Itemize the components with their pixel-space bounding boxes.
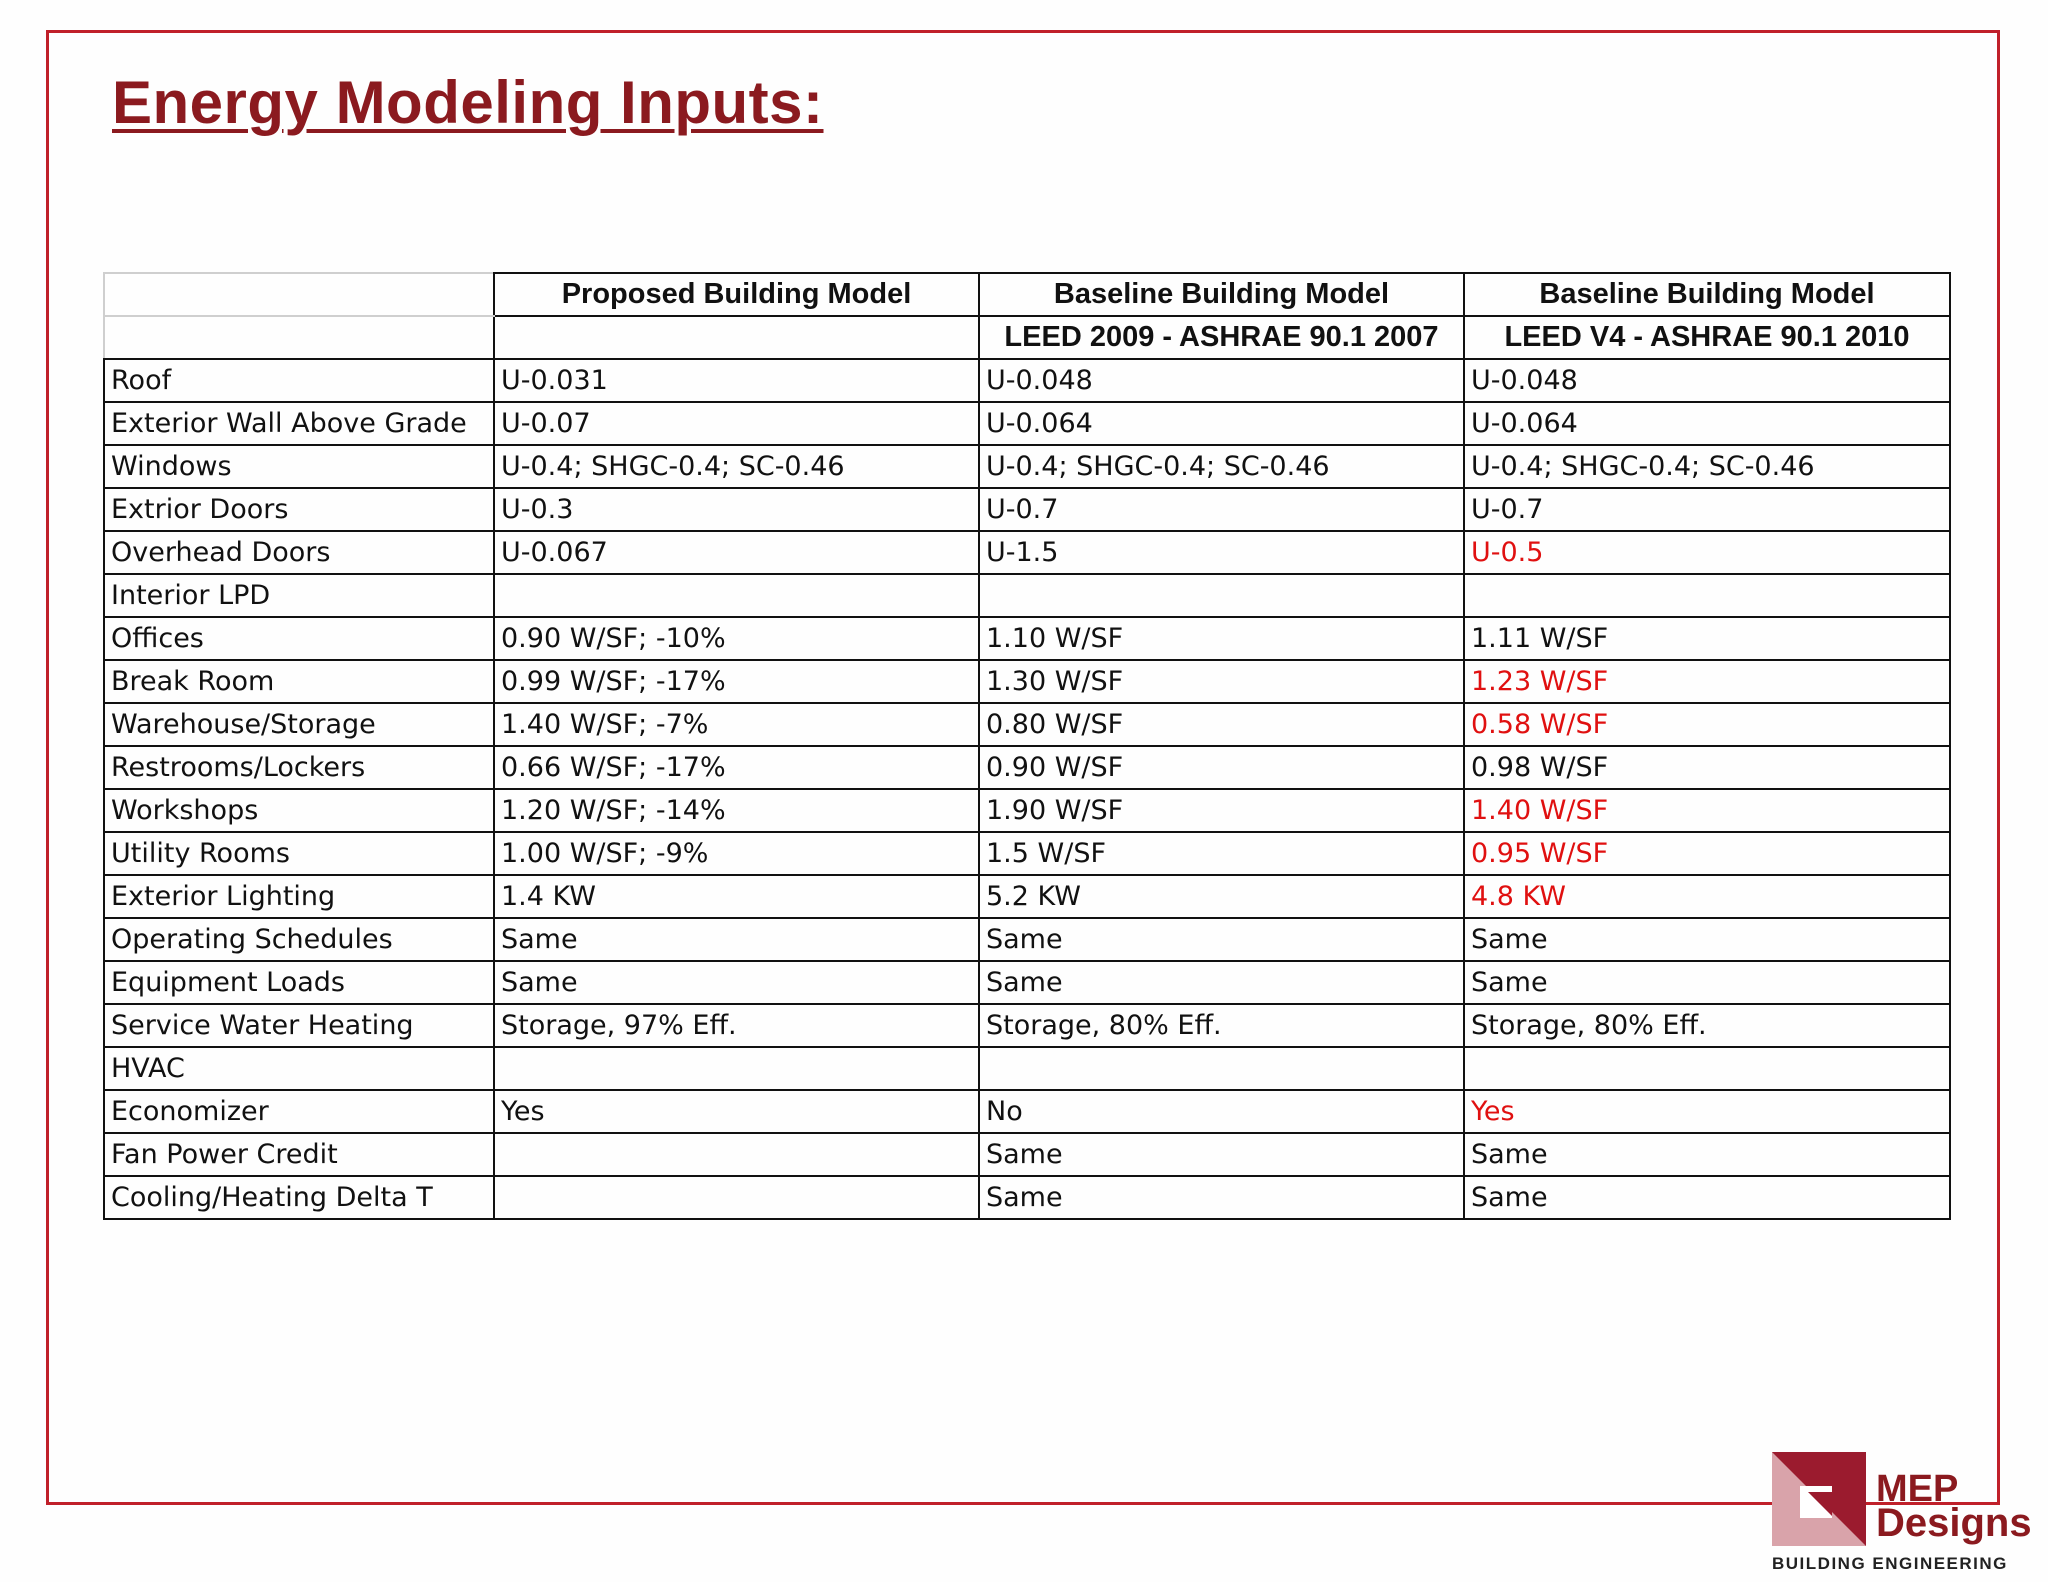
- cell-proposed: U-0.067: [494, 531, 979, 574]
- cell-base2010: Yes: [1464, 1090, 1950, 1133]
- table-row: [104, 1090, 1950, 1133]
- cell-label: Overhead Doors: [104, 531, 494, 574]
- cell-label: Interior LPD: [104, 574, 494, 617]
- cell-base2007: 5.2 KW: [979, 875, 1464, 918]
- subheader-baseline-2010: LEED V4 - ASHRAE 90.1 2010: [1464, 316, 1950, 359]
- cell-base2007: Storage, 80% Eff.: [979, 1004, 1464, 1047]
- table-row: [104, 1047, 1950, 1090]
- cell-base2010: Same: [1464, 918, 1950, 961]
- cell-label: Windows: [104, 445, 494, 488]
- cell-label: Break Room: [104, 660, 494, 703]
- cell-proposed: Same: [494, 961, 979, 1004]
- cell-proposed: 1.00 W/SF; -9%: [494, 832, 979, 875]
- cell-base2007: [979, 574, 1464, 617]
- cell-base2007: [979, 1047, 1464, 1090]
- table-row: [104, 746, 1950, 789]
- cell-label: Service Water Heating: [104, 1004, 494, 1047]
- cell-proposed: Yes: [494, 1090, 979, 1133]
- table-row: [104, 531, 1950, 574]
- cell-base2010: 1.40 W/SF: [1464, 789, 1950, 832]
- cell-base2010: Storage, 80% Eff.: [1464, 1004, 1950, 1047]
- cell-base2007: Same: [979, 961, 1464, 1004]
- table-row: [104, 488, 1950, 531]
- logo-tagline: BUILDING ENGINEERING: [1772, 1554, 2008, 1573]
- cell-base2007: 1.10 W/SF: [979, 617, 1464, 660]
- cell-base2010: Same: [1464, 1176, 1950, 1219]
- cell-proposed: [494, 1047, 979, 1090]
- cell-label: Fan Power Credit: [104, 1133, 494, 1176]
- cell-base2007: U-1.5: [979, 531, 1464, 574]
- cell-base2007: U-0.064: [979, 402, 1464, 445]
- subheader-baseline-2007: LEED 2009 - ASHRAE 90.1 2007: [979, 316, 1464, 359]
- cell-base2010: U-0.048: [1464, 359, 1950, 402]
- logo-text-mep: MEP: [1876, 1468, 1959, 1510]
- cell-base2010: 1.11 W/SF: [1464, 617, 1950, 660]
- header-baseline-2010: Baseline Building Model: [1464, 273, 1950, 316]
- table-row: [104, 918, 1950, 961]
- cell-proposed: 0.66 W/SF; -17%: [494, 746, 979, 789]
- cell-label: Cooling/Heating Delta T: [104, 1176, 494, 1219]
- cell-proposed: 1.40 W/SF; -7%: [494, 703, 979, 746]
- cell-base2007: Same: [979, 1133, 1464, 1176]
- cell-base2007: 1.30 W/SF: [979, 660, 1464, 703]
- cell-label: Restrooms/Lockers: [104, 746, 494, 789]
- cell-label: Equipment Loads: [104, 961, 494, 1004]
- table-row: [104, 875, 1950, 918]
- table-row: [104, 402, 1950, 445]
- cell-label: Offices: [104, 617, 494, 660]
- cell-label: Warehouse/Storage: [104, 703, 494, 746]
- cell-base2010: 0.95 W/SF: [1464, 832, 1950, 875]
- cell-base2007: U-0.7: [979, 488, 1464, 531]
- cell-proposed: [494, 1133, 979, 1176]
- table-row: [104, 703, 1950, 746]
- table-row: [104, 832, 1950, 875]
- cell-proposed: [494, 1176, 979, 1219]
- table-row: [104, 961, 1950, 1004]
- cell-base2007: 0.90 W/SF: [979, 746, 1464, 789]
- cell-base2010: Same: [1464, 1133, 1950, 1176]
- cell-base2010: U-0.7: [1464, 488, 1950, 531]
- cell-base2010: 0.58 W/SF: [1464, 703, 1950, 746]
- cell-proposed: Same: [494, 918, 979, 961]
- cell-label: Utility Rooms: [104, 832, 494, 875]
- cell-proposed: 1.4 KW: [494, 875, 979, 918]
- mep-logo-icon: [1772, 1452, 1866, 1546]
- energy-inputs-table: [103, 272, 1951, 1220]
- table-row: [104, 574, 1950, 617]
- cell-proposed: Storage, 97% Eff.: [494, 1004, 979, 1047]
- cell-label: Workshops: [104, 789, 494, 832]
- cell-label: Operating Schedules: [104, 918, 494, 961]
- cell-proposed: 0.99 W/SF; -17%: [494, 660, 979, 703]
- table-row: [104, 1176, 1950, 1219]
- cell-base2010: Same: [1464, 961, 1950, 1004]
- subheader-proposed: [494, 316, 979, 359]
- cell-proposed: U-0.031: [494, 359, 979, 402]
- cell-base2010: U-0.4; SHGC-0.4; SC-0.46: [1464, 445, 1950, 488]
- table-row: [104, 789, 1950, 832]
- cell-proposed: U-0.3: [494, 488, 979, 531]
- cell-label: Economizer: [104, 1090, 494, 1133]
- cell-base2007: 1.5 W/SF: [979, 832, 1464, 875]
- cell-base2010: U-0.5: [1464, 531, 1950, 574]
- cell-label: Exterior Lighting: [104, 875, 494, 918]
- table-row: [104, 1133, 1950, 1176]
- cell-base2010: U-0.064: [1464, 402, 1950, 445]
- cell-base2007: No: [979, 1090, 1464, 1133]
- table-row: [104, 617, 1950, 660]
- cell-proposed: U-0.07: [494, 402, 979, 445]
- table-row: [104, 359, 1950, 402]
- cell-base2010: [1464, 574, 1950, 617]
- cell-base2010: [1464, 1047, 1950, 1090]
- logo-text-designs: Designs: [1876, 1501, 2032, 1545]
- page-title: Energy Modeling Inputs:: [112, 69, 824, 136]
- cell-proposed: [494, 574, 979, 617]
- cell-base2007: 0.80 W/SF: [979, 703, 1464, 746]
- header-corner: [104, 273, 494, 316]
- table-subheader-row: [104, 316, 1950, 359]
- cell-base2010: 1.23 W/SF: [1464, 660, 1950, 703]
- cell-base2007: U-0.048: [979, 359, 1464, 402]
- company-logo: [1772, 1452, 2034, 1572]
- cell-base2010: 4.8 KW: [1464, 875, 1950, 918]
- cell-label: Extrior Doors: [104, 488, 494, 531]
- table-header-row: [104, 273, 1950, 316]
- table-row: [104, 660, 1950, 703]
- subheader-corner: [104, 316, 494, 359]
- cell-base2010: 0.98 W/SF: [1464, 746, 1950, 789]
- cell-base2007: U-0.4; SHGC-0.4; SC-0.46: [979, 445, 1464, 488]
- cell-label: Exterior Wall Above Grade: [104, 402, 494, 445]
- header-proposed: Proposed Building Model: [494, 273, 979, 316]
- cell-proposed: 1.20 W/SF; -14%: [494, 789, 979, 832]
- cell-proposed: 0.90 W/SF; -10%: [494, 617, 979, 660]
- cell-base2007: Same: [979, 1176, 1464, 1219]
- cell-label: HVAC: [104, 1047, 494, 1090]
- table-row: [104, 445, 1950, 488]
- table-body: [104, 359, 1950, 1219]
- cell-base2007: Same: [979, 918, 1464, 961]
- cell-proposed: U-0.4; SHGC-0.4; SC-0.46: [494, 445, 979, 488]
- header-baseline-2007: Baseline Building Model: [979, 273, 1464, 316]
- cell-label: Roof: [104, 359, 494, 402]
- table-row: [104, 1004, 1950, 1047]
- cell-base2007: 1.90 W/SF: [979, 789, 1464, 832]
